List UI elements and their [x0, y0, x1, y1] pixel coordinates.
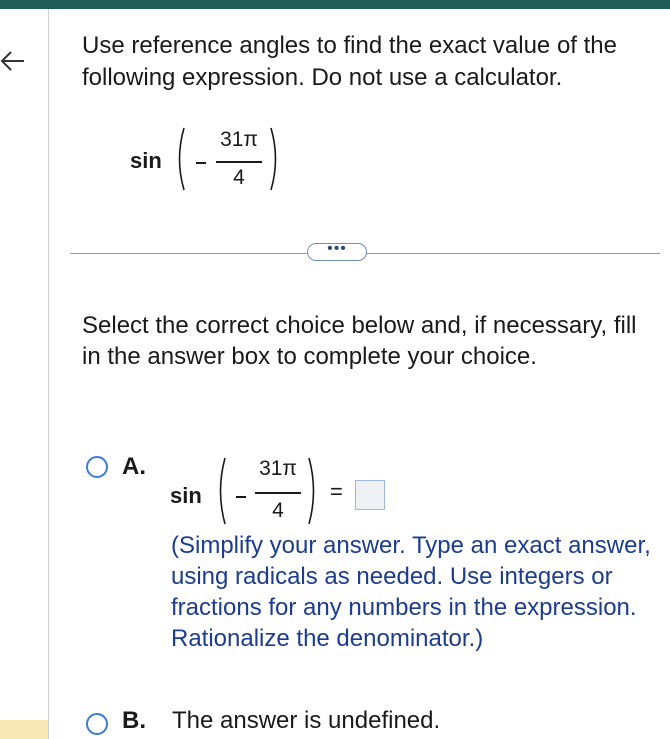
top-bar	[0, 0, 670, 9]
fraction-numerator: 31π	[220, 128, 258, 151]
right-paren-icon	[268, 126, 282, 192]
choice-a-minus-sign	[236, 496, 246, 498]
choice-a-fraction-numerator: 31π	[259, 457, 297, 480]
left-rail-highlight	[0, 720, 48, 739]
choice-a-left-paren-icon	[214, 456, 228, 526]
choice-a-fraction-denominator: 4	[272, 499, 284, 522]
fraction-denominator: 4	[233, 166, 245, 189]
left-paren-icon	[173, 126, 187, 192]
choice-b-letter: B.	[122, 707, 146, 734]
left-rail-divider	[48, 9, 49, 739]
show-more-button[interactable]: •••	[307, 243, 367, 261]
choice-b-text: The answer is undefined.	[172, 707, 441, 734]
choice-a-letter: A.	[122, 453, 146, 480]
choice-a-right-paren-icon	[306, 456, 320, 526]
question-text: Use reference angles to find the exact value of the following expression. Do not use a calculator.	[82, 32, 617, 91]
instructions-text: Select the correct choice below and, if necessary, fill in the answer box to complete your choice.	[82, 312, 637, 370]
choice-a-fraction-bar	[255, 492, 301, 494]
choice-a-radio[interactable]	[86, 456, 108, 478]
choice-a-equals-sign: =	[330, 479, 343, 504]
sin-label: sin	[130, 148, 162, 173]
fraction-bar	[216, 161, 262, 163]
minus-sign	[196, 162, 206, 164]
choice-b-radio[interactable]	[86, 713, 108, 735]
choice-a-hint-text: (Simplify your answer. Type an exact answer, using radicals as needed. Use integers or fractions for any numbers in the expression. Rationalize the denominator.)	[171, 532, 651, 652]
back-arrow-icon[interactable]	[0, 48, 26, 74]
choice-a-sin-label: sin	[170, 483, 202, 508]
choice-a-answer-box[interactable]	[355, 480, 385, 510]
